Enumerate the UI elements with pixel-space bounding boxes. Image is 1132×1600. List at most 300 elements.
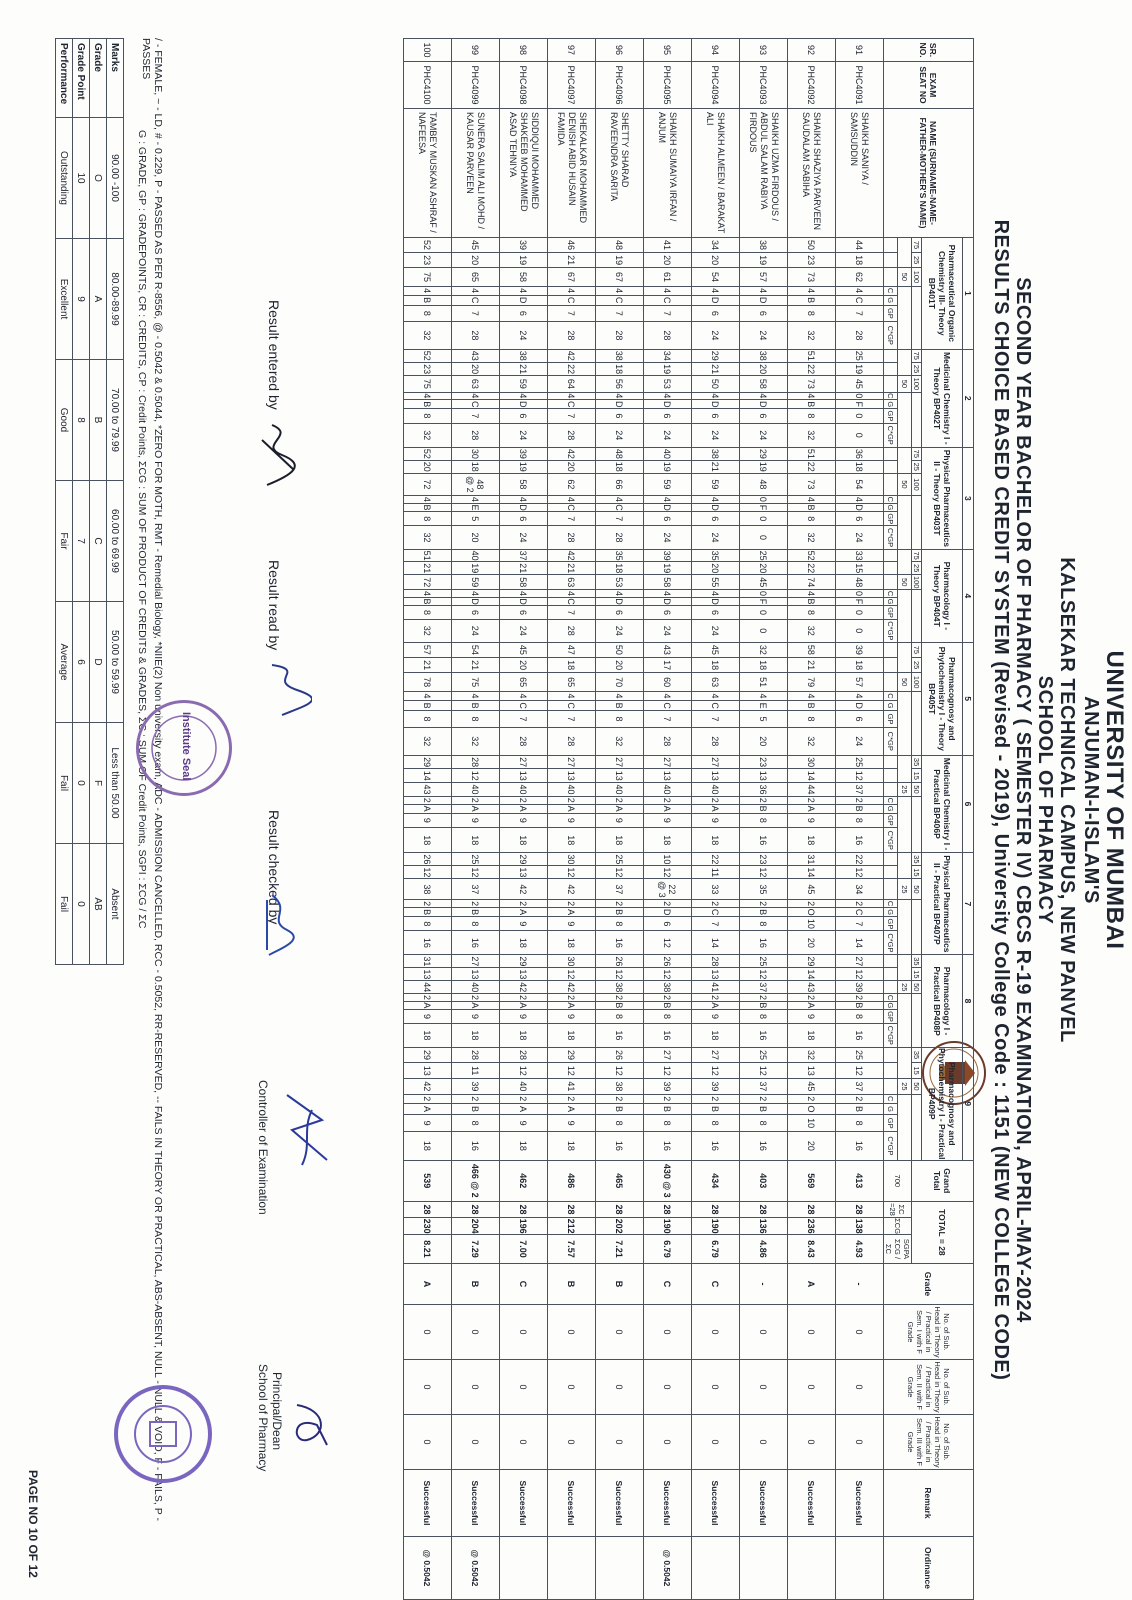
- subhead-2: GP: [884, 1115, 898, 1132]
- theory-cell: 43: [452, 349, 500, 362]
- theory-cell: 21: [404, 658, 452, 673]
- university-title: UNIVERSITY OF MUMBAI: [1101, 650, 1128, 950]
- subject-title: Pharmacology I - Practical BP408P: [922, 955, 963, 1047]
- practical-cell: 43: [788, 981, 836, 994]
- legend-cell: D: [90, 602, 107, 723]
- theory-cell: 6: [596, 606, 644, 620]
- remark: Successful: [452, 1470, 500, 1537]
- practical-cell: 44: [404, 981, 452, 994]
- theory-cell: 28: [548, 423, 596, 447]
- practical-cell: 16: [836, 828, 884, 853]
- header-row-subject-numbers: [963, 39, 974, 1600]
- student-name: SHETTY SHARAD RAVEENDRA SARITA: [596, 109, 644, 238]
- practical-cell: 25: [452, 853, 500, 866]
- practical-cell: 37: [740, 981, 788, 994]
- f-grade-sem3: 0: [692, 1415, 740, 1470]
- practical-cell: 2: [500, 796, 548, 804]
- signature-checked: [262, 890, 297, 960]
- theory-cell: 63: [548, 575, 596, 590]
- practical-cell: A: [548, 907, 596, 917]
- practical-cell: 2: [404, 796, 452, 804]
- practical-cell: 13: [596, 769, 644, 783]
- practical-cell: 10: [788, 917, 836, 931]
- practical-cell: A: [788, 804, 836, 813]
- theory-cell: D: [500, 400, 548, 409]
- theory-cell: 41: [644, 238, 692, 253]
- theory-cell: B: [404, 597, 452, 606]
- theory-cell: 8: [404, 606, 452, 620]
- passing-mark: 50: [898, 473, 912, 495]
- subhead-0: C: [884, 1094, 898, 1103]
- theory-cell: 8: [788, 409, 836, 423]
- student-name: SHAIKH UZMA FIRDOUS / ABDUL SALAM RABIYA FIRDOUS: [740, 109, 788, 238]
- theory-cell: 20: [740, 727, 788, 755]
- theory-cell: 4: [500, 496, 548, 504]
- legend-cell: 0: [73, 844, 90, 965]
- theory-cell: 21: [692, 362, 740, 375]
- student-name: SHAIKH SHAZIYA PARVEEN SAUDALAM SABIHA: [788, 109, 836, 238]
- practical-cell: 2: [596, 1094, 644, 1103]
- marks-subhead: [884, 853, 898, 866]
- theory-cell: 8: [788, 512, 836, 526]
- theory-cell: D: [500, 503, 548, 512]
- theory-cell: 62: [836, 268, 884, 287]
- marks-subhead: [884, 562, 898, 575]
- passing-mark: 50: [898, 575, 912, 590]
- theory-cell: 0: [836, 392, 884, 400]
- theory-cell: 65: [548, 673, 596, 692]
- subhead-0: C: [884, 286, 898, 295]
- f-grade-sem3: 0: [404, 1415, 452, 1470]
- subhead-1: G: [884, 503, 898, 512]
- theory-cell: 4: [596, 692, 644, 701]
- theory-cell: 21: [500, 362, 548, 375]
- theory-cell: 20: [740, 562, 788, 575]
- practical-cell: 13: [692, 769, 740, 783]
- practical-cell: 40: [644, 783, 692, 797]
- marks-subhead: [884, 955, 898, 968]
- practical-cell: 40: [452, 783, 500, 797]
- max-mark: 50: [912, 783, 922, 797]
- max-mark-spacer: [912, 796, 922, 853]
- theory-cell: 21: [548, 253, 596, 268]
- f-grade-sem1-header: No. of Sub. Head in Theory / Practical in Sem. I with F Grade: [884, 1305, 974, 1360]
- max-mark: 50: [912, 981, 922, 994]
- practical-cell: 2: [740, 994, 788, 1002]
- practical-cell: 8: [644, 1115, 692, 1132]
- practical-cell: 40: [692, 783, 740, 797]
- theory-cell: 19: [740, 460, 788, 473]
- theory-cell: 50: [692, 376, 740, 392]
- legend-cell: O: [90, 118, 107, 239]
- practical-cell: 8: [644, 1010, 692, 1024]
- practical-cell: 40: [500, 783, 548, 797]
- sum-cg: 204: [452, 1218, 500, 1235]
- marks-subhead: [884, 968, 898, 981]
- marks-subhead: [884, 1047, 898, 1063]
- theory-cell: 0: [740, 590, 788, 597]
- max-mark-spacer: [912, 286, 922, 349]
- theory-cell: 0: [836, 619, 884, 642]
- theory-cell: B: [788, 700, 836, 710]
- theory-cell: 24: [500, 423, 548, 447]
- ordinance: [740, 1537, 788, 1600]
- theory-cell: 28: [596, 322, 644, 350]
- f-grade-sem1: 0: [788, 1305, 836, 1360]
- practical-cell: 16: [836, 1023, 884, 1047]
- theory-cell: 4: [788, 590, 836, 597]
- practical-cell: C: [692, 907, 740, 917]
- theory-cell: 8: [404, 305, 452, 321]
- grade: A: [788, 1264, 836, 1305]
- legend-cell: 90.00 -100: [107, 118, 124, 239]
- theory-cell: 0: [836, 606, 884, 620]
- student-name: SUNERA SALIM ALI MOHD / KAUSAR PARVEEN: [452, 109, 500, 238]
- practical-cell: 29: [500, 955, 548, 968]
- theory-cell: 32: [596, 727, 644, 755]
- subject-title: Pharmacology I - Theory BP404T: [922, 549, 963, 642]
- sum-credits: 28: [404, 1201, 452, 1217]
- marks-subhead: [884, 473, 898, 495]
- practical-cell: 8: [740, 1115, 788, 1132]
- theory-cell: 7: [548, 711, 596, 727]
- theory-cell: 54: [452, 642, 500, 657]
- subhead-3: C*GP: [884, 1132, 898, 1161]
- practical-cell: 9: [692, 1010, 740, 1024]
- seat-no: PHC4091: [836, 62, 884, 109]
- practical-cell: 13: [500, 769, 548, 783]
- marks-subhead: [884, 673, 898, 692]
- theory-cell: E: [452, 503, 500, 512]
- legend-row: [56, 39, 73, 965]
- theory-cell: 4: [500, 590, 548, 597]
- theory-cell: 20: [452, 526, 500, 550]
- theory-cell: 58: [644, 575, 692, 590]
- theory-cell: 59: [452, 575, 500, 590]
- practical-cell: A: [788, 1001, 836, 1009]
- theory-cell: 55: [692, 575, 740, 590]
- subhead-3: C*GP: [884, 619, 898, 642]
- theory-cell: 29: [740, 447, 788, 460]
- seat-no: PHC4100: [404, 62, 452, 109]
- sum-credits: 28: [740, 1201, 788, 1217]
- practical-cell: 18: [452, 828, 500, 853]
- practical-cell: 14: [692, 931, 740, 955]
- theory-cell: C: [596, 295, 644, 305]
- theory-cell: 0: [740, 619, 788, 642]
- theory-cell: 67: [596, 268, 644, 287]
- remark: Successful: [836, 1470, 884, 1537]
- passing-spacer: [898, 796, 912, 853]
- passing-mark: 50: [898, 376, 912, 392]
- practical-cell: 7: [692, 917, 740, 931]
- legend-cell: 0: [73, 723, 90, 844]
- university-seal: [114, 1385, 212, 1483]
- theory-cell: 4: [452, 392, 500, 400]
- practical-cell: 34: [836, 879, 884, 900]
- theory-cell: 0: [740, 512, 788, 526]
- theory-cell: 21: [548, 562, 596, 575]
- theory-cell: 19: [836, 362, 884, 375]
- theory-cell: 25: [740, 549, 788, 562]
- page-number: PAGE NO 10 OF 12: [26, 1470, 40, 1578]
- theory-cell: 20: [404, 460, 452, 473]
- theory-cell: 18: [836, 253, 884, 268]
- theory-cell: 23: [788, 253, 836, 268]
- practical-cell: 40: [452, 981, 500, 994]
- theory-cell: 65: [500, 673, 548, 692]
- theory-cell: 4: [836, 692, 884, 701]
- practical-cell: 13: [452, 968, 500, 981]
- practical-cell: 8: [452, 1115, 500, 1132]
- theory-cell: 52: [404, 238, 452, 253]
- subhead-3: C*GP: [884, 423, 898, 447]
- theory-cell: 4: [740, 692, 788, 701]
- practical-cell: 9: [788, 813, 836, 828]
- legend-cell: Absent: [107, 844, 124, 965]
- theory-cell: 6: [740, 409, 788, 423]
- abbreviations-line-2: G : GRADE, GP : GRADEPOINTS, CR : CREDITS, CP : Credit Points, ΣCG : SUM OF PRODUCT OF CREDITS & GRADES, ΣC : SUM OF Credit Points, SGPI : ΣCG / ΣC: [136, 130, 148, 929]
- theory-cell: 32: [452, 727, 500, 755]
- practical-cell: 40: [548, 783, 596, 797]
- theory-cell: 4: [692, 496, 740, 504]
- theory-cell: 51: [404, 549, 452, 562]
- practical-cell: 2: [500, 1094, 548, 1103]
- subject-title: Pharmacognosy and Phytochemistry I - Theory BP405T: [922, 642, 963, 755]
- theory-cell: 24: [692, 423, 740, 447]
- exam-title: SECOND YEAR BACHELOR OF PHARMACY ( SEMESTER IV) CBCS R-19 EXAMINATION, APRIL-MAY-2024: [1012, 277, 1034, 1323]
- result-system-title: RESULTS CHOICE BASED CREDIT SYSTEM (Revised - 2019), University College Code : 1151 (NEW COLLEGE CODE): [990, 219, 1012, 1381]
- theory-cell: 59: [500, 376, 548, 392]
- theory-cell: 18: [596, 460, 644, 473]
- student-row: [692, 39, 740, 1600]
- theory-cell: 4: [548, 496, 596, 504]
- practical-cell: A: [692, 1001, 740, 1009]
- theory-cell: D: [644, 503, 692, 512]
- practical-cell: 38: [596, 1079, 644, 1095]
- grade: B: [596, 1264, 644, 1305]
- total-subhead: ΣCG: [884, 1218, 912, 1235]
- practical-cell: 2: [836, 1094, 884, 1103]
- theory-cell: 73: [788, 376, 836, 392]
- practical-cell: 9: [644, 813, 692, 828]
- theory-cell: 7: [452, 409, 500, 423]
- ordinance: [788, 1537, 836, 1600]
- max-mark-spacer: [912, 496, 922, 550]
- practical-cell: 16: [596, 1132, 644, 1161]
- theory-cell: 32: [404, 423, 452, 447]
- theory-cell: C: [644, 295, 692, 305]
- legend-row: [73, 39, 90, 965]
- theory-cell: D: [740, 295, 788, 305]
- theory-cell: 58: [500, 473, 548, 495]
- sum-cg: 136: [740, 1218, 788, 1235]
- practical-cell: 29: [404, 1047, 452, 1063]
- ordinance: @ 0.5042: [404, 1537, 452, 1600]
- subhead-1: G: [884, 1103, 898, 1114]
- practical-cell: 43: [404, 783, 452, 797]
- practical-cell: 16: [692, 1132, 740, 1161]
- total-subhead: ΣC =28: [884, 1201, 912, 1217]
- practical-cell: 13: [404, 1063, 452, 1079]
- max-mark: 100: [912, 575, 921, 589]
- practical-cell: 2: [548, 994, 596, 1002]
- subject-number: 2: [963, 349, 974, 447]
- f-grade-sem3: 0: [788, 1415, 836, 1470]
- theory-cell: 8: [596, 711, 644, 727]
- practical-cell: 9: [500, 813, 548, 828]
- theory-cell: 7: [596, 512, 644, 526]
- subhead-1: G: [884, 295, 898, 305]
- theory-cell: 7: [596, 305, 644, 321]
- legend-cell: 7: [73, 481, 90, 602]
- student-row: [740, 39, 788, 1600]
- practical-cell: 27: [692, 1047, 740, 1063]
- f-grade-sem3-header: No. of Sub. Head in Theory / Practical in Sem. III with F Grade: [884, 1415, 974, 1470]
- practical-cell: 9: [548, 813, 596, 828]
- sum-credits: 28: [644, 1201, 692, 1217]
- practical-cell: 8: [692, 1115, 740, 1132]
- theory-cell: 19: [644, 460, 692, 473]
- theory-cell: 8: [404, 512, 452, 526]
- passing-spacer: [898, 549, 912, 574]
- subhead-1: G: [884, 400, 898, 409]
- theory-cell: 4: [404, 692, 452, 701]
- f-grade-sem2: 0: [692, 1360, 740, 1415]
- sr-no: 96: [596, 39, 644, 62]
- theory-cell: B: [788, 503, 836, 512]
- f-grade-sem1: 0: [404, 1305, 452, 1360]
- practical-cell: 2: [836, 900, 884, 908]
- practical-cell: 42: [404, 1079, 452, 1095]
- theory-cell: 4: [788, 392, 836, 400]
- theory-cell: 4: [404, 496, 452, 504]
- sgpa: 7.57: [548, 1235, 596, 1264]
- theory-cell: 7: [548, 606, 596, 620]
- theory-cell: 8: [788, 711, 836, 727]
- practical-cell: 12: [836, 968, 884, 981]
- student-name: SHAIKH SANIYA / SAMSUDDIN: [836, 109, 884, 238]
- practical-cell: 16: [740, 931, 788, 955]
- theory-cell: 46: [548, 238, 596, 253]
- practical-cell: 37: [596, 879, 644, 900]
- theory-cell: 48: [836, 575, 884, 590]
- practical-cell: 30: [548, 853, 596, 866]
- grand-total: 569: [788, 1160, 836, 1201]
- university-seal-icon: [118, 1389, 208, 1479]
- practical-cell: 2: [404, 1094, 452, 1103]
- theory-cell: B: [404, 400, 452, 409]
- practical-cell: 13: [404, 968, 452, 981]
- theory-cell: 0: [740, 606, 788, 620]
- theory-cell: 22: [788, 362, 836, 375]
- max-mark: 100: [912, 268, 922, 287]
- seat-no: PHC4092: [788, 62, 836, 109]
- subhead-2: GP: [884, 917, 898, 931]
- ordinance: @ 0.5042: [644, 1537, 692, 1600]
- student-name: SIDDIQUI MOHAMMED SHAKEEB MOHAMMED ASAD TEHNIYA: [500, 109, 548, 238]
- theory-cell: C: [548, 503, 596, 512]
- theory-cell: D: [644, 597, 692, 606]
- practical-cell: 18: [596, 828, 644, 853]
- max-mark: 25: [912, 362, 922, 375]
- sum-credits: 28: [452, 1201, 500, 1217]
- practical-cell: 2: [404, 900, 452, 908]
- theory-cell: 38: [500, 349, 548, 362]
- theory-cell: 40: [452, 549, 500, 562]
- passing-mark: 25: [898, 1079, 912, 1095]
- seat-no: PHC4096: [596, 62, 644, 109]
- f-grade-sem1: 0: [692, 1305, 740, 1360]
- theory-cell: 59: [644, 473, 692, 495]
- grade: C: [692, 1264, 740, 1305]
- theory-cell: 32: [404, 526, 452, 550]
- student-row: [788, 39, 836, 1600]
- theory-cell: 6: [692, 606, 740, 620]
- theory-cell: 39: [836, 642, 884, 657]
- subhead-2: GP: [884, 1010, 898, 1024]
- theory-cell: 65: [452, 268, 500, 287]
- theory-cell: 52: [788, 549, 836, 562]
- total-subhead: SGPA ΣCG / ΣC: [884, 1235, 912, 1264]
- sum-cg: 202: [596, 1218, 644, 1235]
- practical-cell: 27: [644, 755, 692, 769]
- theory-cell: 45: [452, 238, 500, 253]
- practical-cell: 12: [836, 769, 884, 783]
- practical-cell: 2: [548, 900, 596, 908]
- practical-cell: 10: [644, 853, 692, 866]
- subject-title: Pharmaceutical Organic Chemistry III- Theory BP401T: [922, 238, 963, 350]
- practical-cell: 8: [596, 1010, 644, 1024]
- grand-total: 413: [836, 1160, 884, 1201]
- result-entered-label: Result entered by: [266, 300, 282, 410]
- theory-cell: 8: [788, 305, 836, 321]
- theory-cell: 4: [644, 496, 692, 504]
- marks-subhead: [884, 1079, 898, 1095]
- practical-cell: B: [740, 907, 788, 917]
- theory-cell: B: [788, 295, 836, 305]
- theory-cell: 23: [404, 362, 452, 375]
- max-mark: 75: [912, 549, 922, 562]
- practical-cell: 12: [596, 1063, 644, 1079]
- theory-cell: 18: [548, 658, 596, 673]
- practical-cell: 8: [836, 1010, 884, 1024]
- passing-mark: 25: [898, 981, 912, 994]
- theory-cell: 4: [692, 692, 740, 701]
- theory-cell: 78: [404, 673, 452, 692]
- theory-cell: 6: [740, 305, 788, 321]
- f-grade-sem1: 0: [452, 1305, 500, 1360]
- practical-cell: 45: [788, 1079, 836, 1095]
- practical-cell: 40: [500, 1079, 548, 1095]
- theory-cell: 8: [404, 409, 452, 423]
- practical-cell: 27: [452, 955, 500, 968]
- theory-cell: 22: [548, 362, 596, 375]
- theory-cell: 50: [788, 238, 836, 253]
- theory-cell: 18: [740, 658, 788, 673]
- practical-cell: 44: [788, 783, 836, 797]
- practical-cell: 12: [500, 1063, 548, 1079]
- f-grade-sem2: 0: [404, 1360, 452, 1415]
- theory-cell: 4: [692, 286, 740, 295]
- theory-cell: 6: [836, 512, 884, 526]
- theory-cell: 20: [596, 658, 644, 673]
- theory-cell: 24: [452, 619, 500, 642]
- theory-cell: 51: [788, 447, 836, 460]
- total-header: TOTAL = 28: [912, 1201, 974, 1263]
- practical-cell: 18: [500, 828, 548, 853]
- theory-cell: 58: [500, 268, 548, 287]
